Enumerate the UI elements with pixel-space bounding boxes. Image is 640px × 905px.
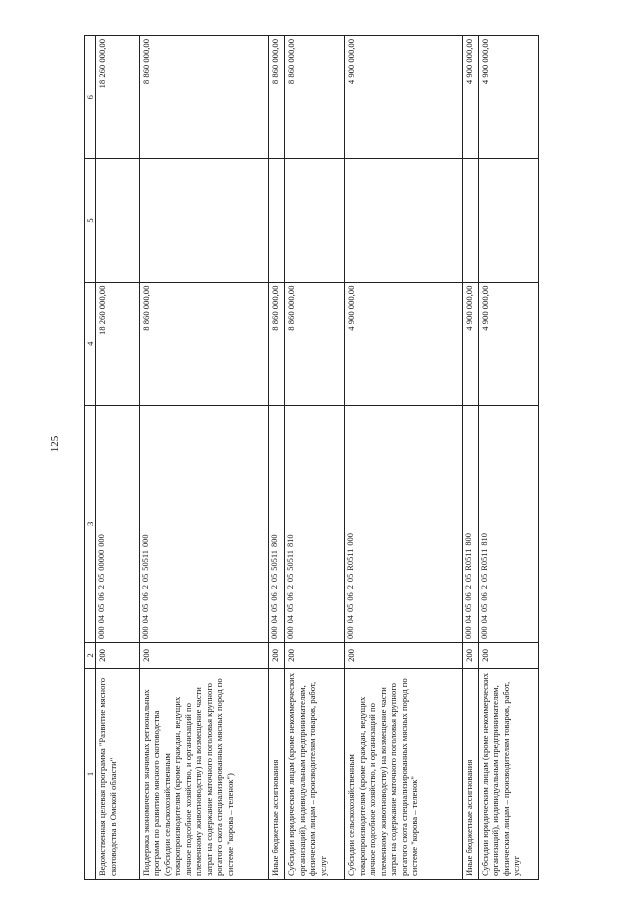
- row-amount-col4: 8 860 000,00: [269, 282, 285, 405]
- row-amount-col5: [269, 159, 285, 282]
- table-row: [96, 36, 139, 880]
- row-amount-col6: 4 900 000,00: [462, 36, 478, 159]
- row-admin-code: 200: [479, 642, 539, 668]
- row-name: Поддержка экономически значимых региональных программ по развитию мясного скотоводства (субсидии сельскохозяйственным товаропроизводителям (кроме граждан, ведущих личное подсобное хозяйство, и организаций по племенному животноводству) на возмещение части затрат на содержание маточного поголовья крупного рогатого скота специализированных мясных пород по системе "корова – теленок"): [139, 669, 269, 880]
- row-amount-col5: [285, 159, 345, 282]
- header-col-5: 5: [85, 159, 96, 282]
- row-classification-code: 000040506205R0511800: [462, 405, 478, 642]
- row-admin-code: 200: [139, 642, 269, 668]
- header-col-6: 6: [85, 36, 96, 159]
- row-amount-col4: 18 260 000,00: [96, 282, 139, 405]
- rotated-table-wrapper: [84, 35, 539, 880]
- table-row: [269, 36, 285, 880]
- row-name: Иные бюджетные ассигнования: [462, 669, 478, 880]
- row-name: Субсидии юридическим лицам (кроме некоммерческих организаций), индивидуальным предпринимателям, физическим лицам – производителям товаров, работ, услуг: [479, 669, 539, 880]
- row-amount-col6: 8 860 000,00: [139, 36, 269, 159]
- row-admin-code: 200: [462, 642, 478, 668]
- table-row: [462, 36, 478, 880]
- row-name: Субсидии юридическим лицам (кроме некоммерческих организаций), индивидуальным предпринимателям, физическим лицам – производителям товаров, работ, услуг: [285, 669, 345, 880]
- header-col-3: 3: [85, 405, 96, 642]
- row-name: Субсидии сельскохозяйственным товаропроизводителям (кроме граждан, ведущих личное подсобное хозяйство, и организаций по племенному животноводству) на возмещение части затрат на содержание маточного поголовья крупного рогатого скота специализированных мясных пород по системе "корова – теленок": [345, 669, 463, 880]
- row-classification-code: 00004050620550511000: [139, 405, 269, 642]
- row-amount-col6: 8 860 000,00: [269, 36, 285, 159]
- document-table-area: [84, 35, 539, 880]
- row-amount-col6: 4 900 000,00: [479, 36, 539, 159]
- row-admin-code: 200: [285, 642, 345, 668]
- row-classification-code: 000040506205R0511810: [479, 405, 539, 642]
- header-col-4: 4: [85, 282, 96, 405]
- row-amount-col5: [96, 159, 139, 282]
- row-admin-code: 200: [269, 642, 285, 668]
- row-amount-col6: 4 900 000,00: [345, 36, 463, 159]
- row-classification-code: 000040506205R0511000: [345, 405, 463, 642]
- row-classification-code: 00004050620500000000: [96, 405, 139, 642]
- row-amount-col5: [479, 159, 539, 282]
- table-row: [479, 36, 539, 880]
- row-admin-code: 200: [345, 642, 463, 668]
- row-amount-col4: 4 900 000,00: [479, 282, 539, 405]
- row-amount-col4: 4 900 000,00: [462, 282, 478, 405]
- row-name: Иные бюджетные ассигнования: [269, 669, 285, 880]
- table-row: [139, 36, 269, 880]
- row-classification-code: 00004050620550511810: [285, 405, 345, 642]
- row-admin-code: 200: [96, 642, 139, 668]
- row-amount-col5: [345, 159, 463, 282]
- header-col-1: 1: [85, 669, 96, 880]
- row-amount-col4: 8 860 000,00: [139, 282, 269, 405]
- table-row: [285, 36, 345, 880]
- row-classification-code: 00004050620550511800: [269, 405, 285, 642]
- row-amount-col6: 18 260 000,00: [96, 36, 139, 159]
- row-amount-col4: 8 860 000,00: [285, 282, 345, 405]
- row-amount-col6: 8 860 000,00: [285, 36, 345, 159]
- header-col-2: 2: [85, 642, 96, 668]
- page-number: 125: [49, 435, 61, 453]
- table-row: [345, 36, 463, 880]
- row-amount-col5: [462, 159, 478, 282]
- table-header-row: [85, 36, 96, 880]
- budget-table: [84, 35, 539, 880]
- row-name: Ведомственная целевая программа "Развитие мясного скотоводства в Омской области": [96, 669, 139, 880]
- row-amount-col5: [139, 159, 269, 282]
- row-amount-col4: 4 900 000,00: [345, 282, 463, 405]
